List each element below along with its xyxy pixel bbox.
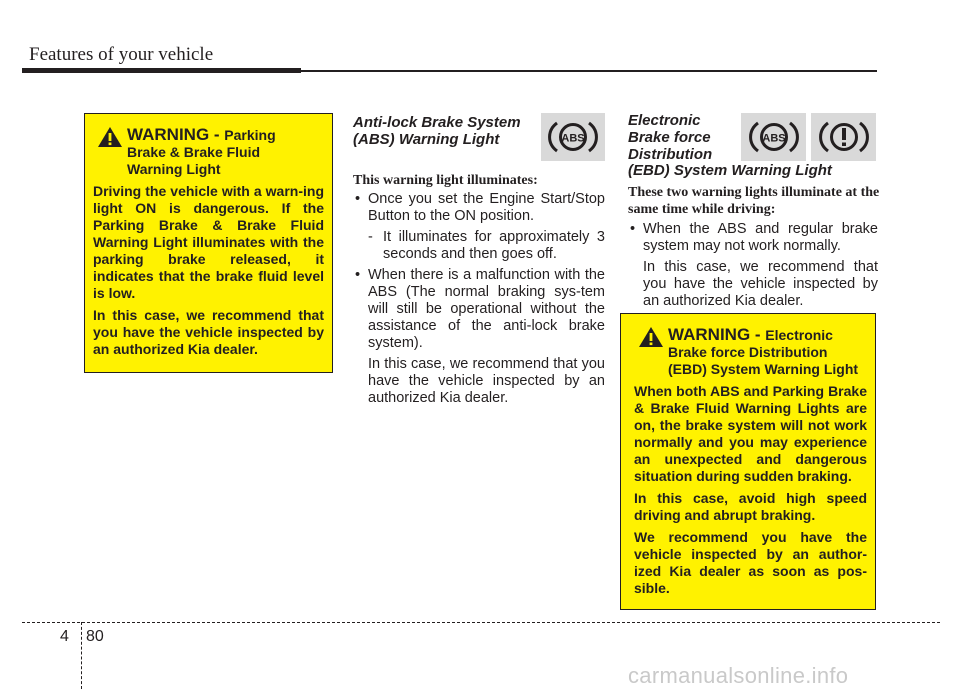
ebd-body [628, 221, 878, 310]
warning-paragraph: In this case, avoid high speed driving and abrupt braking. [634, 490, 867, 523]
list-sub-paragraph: In this case, we recommend that you have the vehicle inspected by an authorized Kia dealer. [643, 259, 878, 309]
page-header-title: Features of your vehicle [29, 44, 214, 65]
list-sub-item: - It illuminates for approximately 3 seconds and then goes off. [368, 229, 605, 262]
footer-divider [81, 622, 82, 689]
ebd-intro-text: These two warning lights illuminate at the same time while driving: [628, 185, 880, 217]
warning-box-parking-brake [84, 113, 333, 373]
warning-label: WARNING - [127, 125, 225, 144]
warning-box-ebd [620, 313, 876, 610]
abs-warning-light-icon [541, 113, 605, 161]
list-item: • When the ABS and regular brake system may not work normally. [630, 221, 878, 254]
warning-subtitle: Electronic [765, 327, 833, 343]
warning-subtitle-line: Warning Light [127, 161, 221, 177]
list-item: • When there is a malfunction with the ABS (The normal braking sys-tem will still be operational without the assistance of the anti-lock brake system). [355, 267, 605, 351]
warning-subtitle-line: Brake & Brake Fluid [127, 144, 261, 160]
abs-intro-text: This warning light illuminates: [353, 173, 538, 188]
watermark: carmanualsonline.info [628, 663, 849, 688]
ebd-section-title: Electronic Brake force Distribution [628, 112, 713, 163]
abs-warning-light-icon [741, 113, 806, 161]
warning-paragraph: In this case, we recommend that you have the vehicle inspected by an authorized Kia dealer. [93, 307, 324, 357]
ebd-section-title-last-line: (EBD) System Warning Light [628, 162, 832, 179]
list-item: • Once you set the Engine Start/Stop Button to the ON position. [355, 191, 605, 224]
warning-subtitle-line: (EBD) System Warning Light [668, 361, 859, 377]
header-rule-thin [301, 70, 877, 72]
brake-warning-light-icon [811, 113, 876, 161]
warning-subtitle: Parking [224, 127, 276, 143]
warning-paragraph: When both ABS and Parking Brake & Brake Fluid Warning Lights are on, the brake system will not work normally and you may experience an unexpected and dangerous situation during sudden braking. [634, 383, 867, 484]
warning-paragraph: Driving the vehicle with a warn-ing light ON is dangerous. If the Parking Brake & Brake Fluid Warning Light illuminates with the parking brake released, it indicates that the brake fluid level is low. [93, 183, 324, 301]
chapter-number: 4 [60, 628, 69, 645]
list-sub-paragraph: In this case, we recommend that you have the vehicle inspected by an authorized Kia dealer. [368, 356, 605, 406]
warning-triangle-icon [97, 126, 123, 148]
abs-section-title: Anti-lock Brake System (ABS) Warning Light [353, 114, 521, 148]
svg-text:ABS: ABS [561, 132, 585, 145]
header-rule [22, 68, 301, 73]
warning-label: WARNING - [668, 325, 766, 344]
warning-paragraph: We recommend you have the vehicle inspected by an author-ized Kia dealer as soon as pos-sible. [634, 529, 867, 596]
footer-rule [22, 622, 940, 623]
svg-text:ABS: ABS [761, 132, 786, 145]
page-number: 80 [86, 628, 104, 645]
abs-body [353, 191, 605, 407]
warning-triangle-icon [638, 326, 664, 348]
warning-subtitle-line: Brake force Distribution [668, 344, 828, 360]
